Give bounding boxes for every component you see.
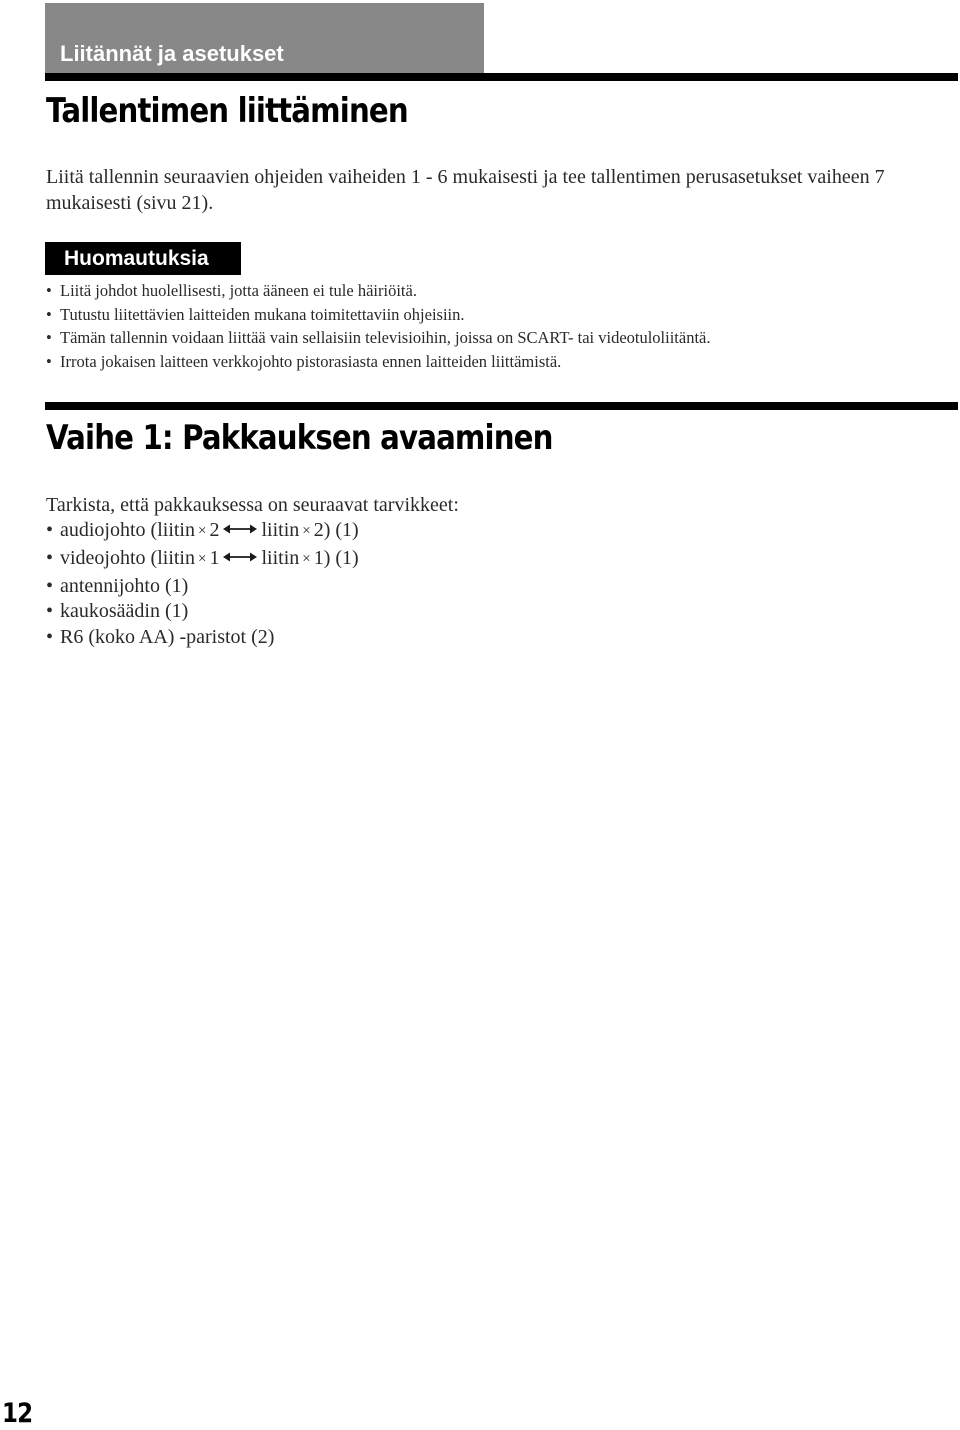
note-item: • Tutustu liitettävien laitteiden mukana toimitettaviin ohjeisiin. <box>46 303 711 327</box>
section-rule <box>45 402 958 410</box>
list-item-video-cord <box>46 546 359 574</box>
double-arrow-icon <box>223 551 257 563</box>
video-cord-suffix: 1) (1) <box>313 546 359 569</box>
times-sign: × <box>302 523 311 539</box>
video-cord-prefix: videojohto (liitin <box>60 546 195 569</box>
section-label: Liitännät ja asetukset <box>60 41 284 66</box>
audio-cord-suffix: 2) (1) <box>313 519 359 541</box>
video-cord-mid: liitin <box>261 546 300 569</box>
header-rule <box>45 73 958 81</box>
times-sign: × <box>198 523 207 539</box>
note-item: • Tämän tallennin voidaan liittää vain sellaisiin televisioihin, joissa on SCART- tai videotuloliitäntä. <box>46 326 711 350</box>
list-item-batteries: • R6 (koko AA) -paristot (2) <box>46 625 359 651</box>
audio-cord-mid: liitin <box>261 519 300 541</box>
audio-cord-count: 2 <box>209 519 220 541</box>
times-sign: × <box>302 550 311 567</box>
check-text: Tarkista, että pakkauksessa on seuraavat tarvikkeet: <box>46 494 459 516</box>
section-tab <box>45 3 484 75</box>
notes-badge: Huomautuksia <box>45 242 241 275</box>
double-arrow-icon <box>223 523 257 535</box>
note-item: • Irrota jokaisen laitteen verkkojohto pistorasiasta ennen laitteiden liittämistä. <box>46 350 711 374</box>
list-item-remote: • kaukosäädin (1) <box>46 599 359 625</box>
section-title-unpacking: Vaihe 1: Pakkauksen avaaminen <box>46 418 553 458</box>
accessories-list <box>46 518 359 651</box>
audio-cord-prefix: audiojohto (liitin <box>60 519 195 541</box>
intro-paragraph: Liitä tallennin seuraavien ohjeiden vaiheiden 1 - 6 mukaisesti ja tee tallentimen perusasetukset vaiheen 7 mukaisesti (sivu 21). <box>46 166 885 214</box>
note-item: • Liitä johdot huolellisesti, jotta ääneen ei tule häiriöitä. <box>46 279 711 303</box>
list-item-audio-cord <box>46 518 359 546</box>
page-number: 12 <box>2 1398 33 1429</box>
times-sign: × <box>198 550 207 567</box>
section-title-connecting: Tallentimen liittäminen <box>46 91 408 131</box>
video-cord-count: 1 <box>209 546 220 569</box>
notes-list <box>46 279 711 373</box>
list-item-antenna-cable: • antennijohto (1) <box>46 574 359 600</box>
